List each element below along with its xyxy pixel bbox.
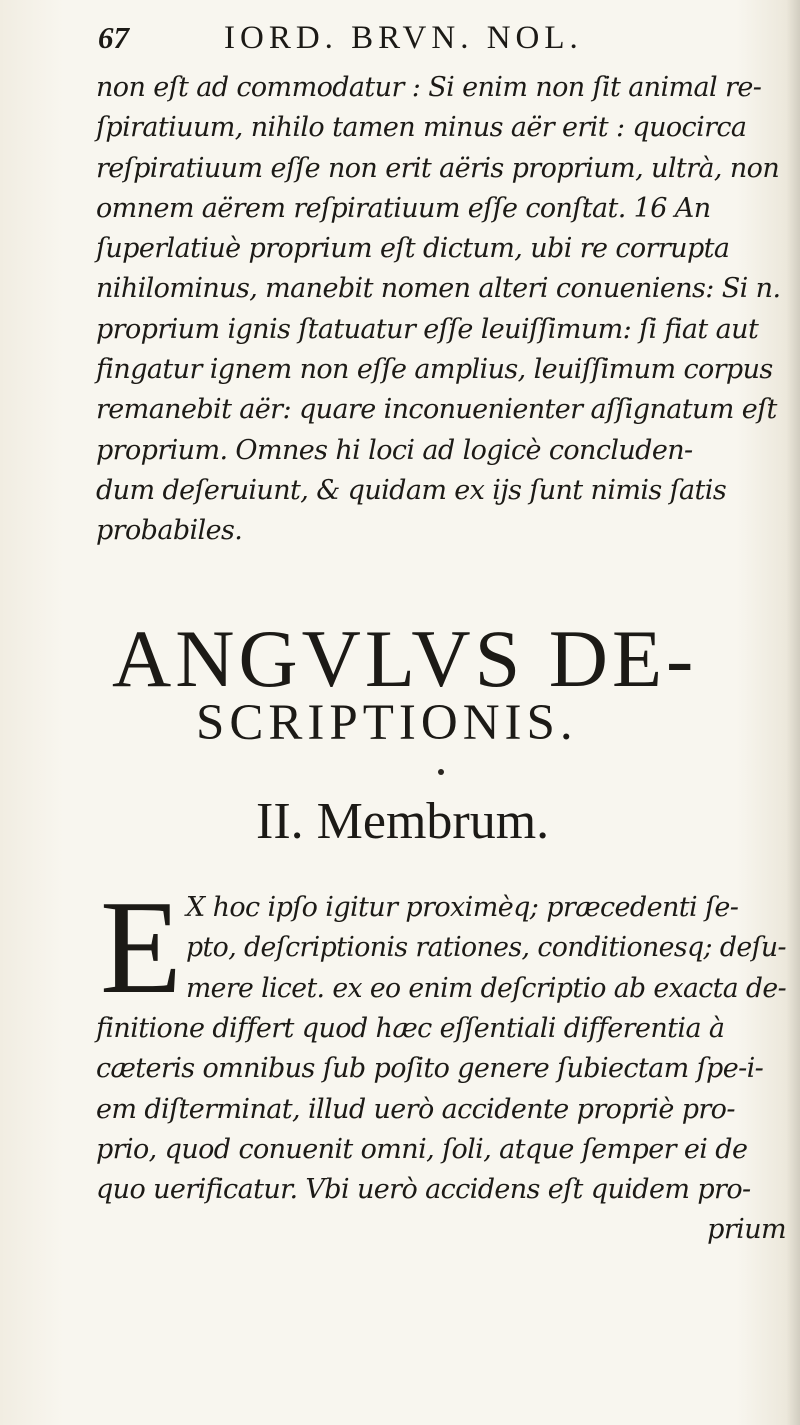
section-title-line-1: ANGVLVS DE- (112, 613, 698, 704)
page-header (98, 14, 788, 74)
section-title-line-2: SCRIPTIONIS. (196, 695, 578, 751)
top-paragraph (96, 68, 786, 552)
membrum-heading: II. Membrum. (256, 793, 550, 850)
text-line: cæteris omnibus ſub poſito genere ſubiectam ſpe-i- (96, 1053, 764, 1085)
text-line: ſpiratiuum, nihilo tamen minus aër erit : quocirca (96, 112, 747, 144)
text-line: non eſt ad commodatur : Si enim non ſit animal re- (96, 72, 762, 103)
text-line: ſuperlatiuè proprium eſt dictum, ubi re corrupta (96, 233, 730, 265)
body-paragraph (96, 1009, 786, 1251)
drop-cap-lines (186, 888, 794, 1009)
text-line: nihilominus, manebit nomen alteri conueniens: Si n. (96, 273, 781, 305)
text-line: pto, deſcriptionis rationes, conditionesq; deſu- (186, 932, 786, 964)
text-line: dum deſeruiunt, & quidam ex ijs ſunt nimis ſatis (96, 474, 727, 506)
text-line: proprium. Omnes hi loci ad logicè concluden- (96, 434, 693, 466)
text-line: quo uerificatur. Vbi uerò accidens eſt quidem pro- (96, 1174, 751, 1206)
text-line: probabiles. (96, 515, 243, 547)
page-number: 67 (98, 20, 129, 55)
page-gutter-shadow (786, 0, 800, 1425)
text-line: remanebit aër: quare inconuenienter aſſignatum eſt (96, 394, 777, 426)
ornament-dot (438, 769, 444, 775)
text-line: finitione differt quod hæc eſſentiali differentia à (96, 1013, 725, 1044)
text-line: omnem aërem reſpiratiuum eſſe conſtat. 16 An (96, 192, 711, 224)
running-head: IORD. BRVN. NOL. (224, 20, 583, 56)
text-line: fingatur ignem non eſſe amplius, leuiſſimum corpus (96, 354, 773, 386)
text-line: mere licet. ex eo enim deſcriptio ab exacta de- (186, 972, 786, 1004)
text-line: em diſterminat, illud uerò accidente propriè pro- (96, 1093, 735, 1125)
text-line: reſpiratiuum eſſe non erit aëris proprium, ultrà, non (96, 152, 780, 184)
text-line: X hoc ipſo igitur proximèq; præcedenti ſe- (186, 892, 739, 923)
drop-cap: E (100, 873, 182, 1021)
text-line-last: prium (707, 1214, 786, 1246)
text-line: proprium ignis ſtatuatur eſſe leuiſſimum: ſi fiat aut (96, 313, 759, 345)
text-line: prio, quod conuenit omni, ſoli, atque ſemper ei de (96, 1133, 748, 1165)
